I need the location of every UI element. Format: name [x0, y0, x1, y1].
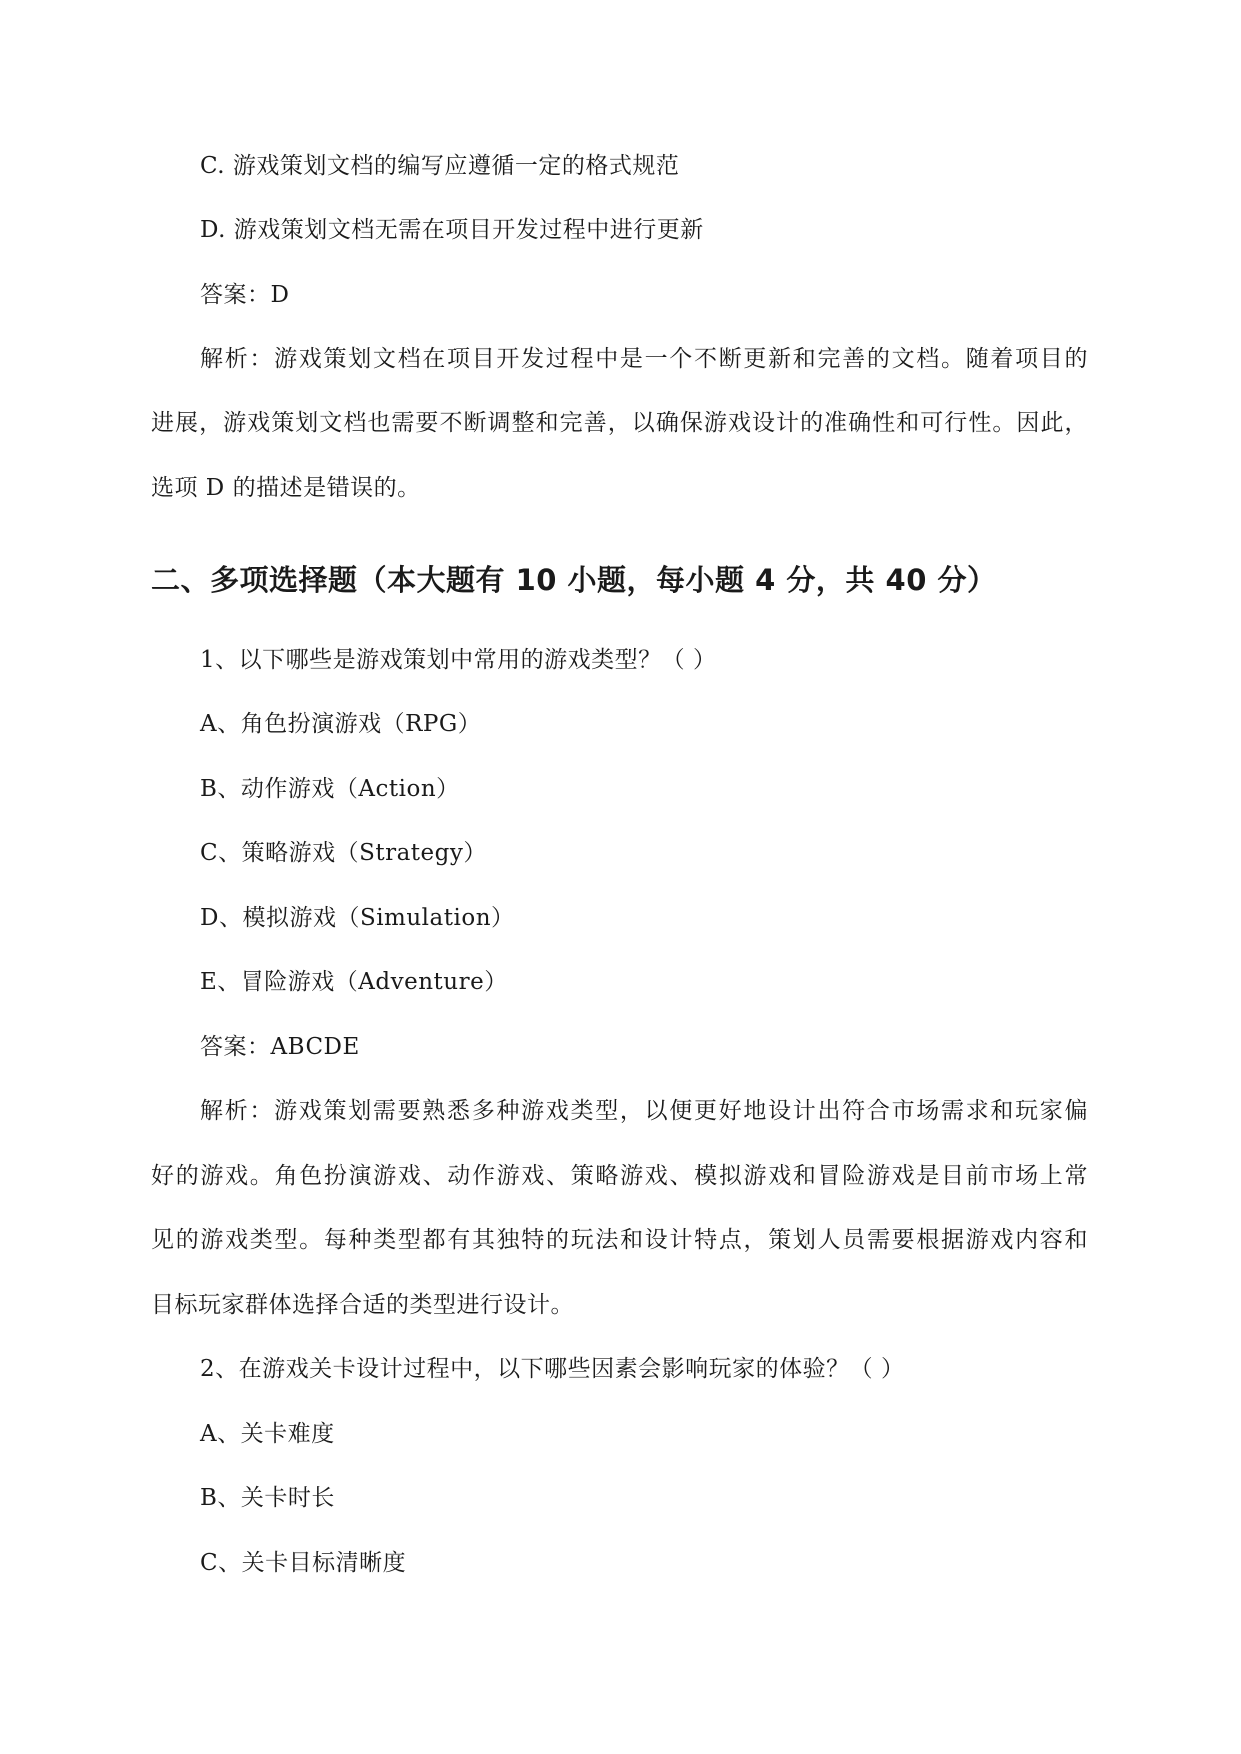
q1-analysis-line-3: 见的游戏类型。每种类型都有其独特的玩法和设计特点，策划人员需要根据游戏内容和 — [151, 1227, 1088, 1253]
q1-option-d: D、模拟游戏（Simulation） — [200, 905, 515, 931]
q2-option-b: B、关卡时长 — [200, 1485, 335, 1511]
prev-analysis-line-2: 进展，游戏策划文档也需要不断调整和完善，以确保游戏设计的准确性和可行性。因此， — [151, 410, 1088, 436]
q2-stem: 2、在游戏关卡设计过程中，以下哪些因素会影响玩家的体验？（ ） — [200, 1356, 905, 1382]
prev-option-c: C. 游戏策划文档的编写应遵循一定的格式规范 — [200, 153, 680, 179]
q1-analysis-line-4: 目标玩家群体选择合适的类型进行设计。 — [151, 1292, 574, 1318]
prev-answer: 答案：D — [200, 282, 290, 308]
q2-option-a: A、关卡难度 — [200, 1421, 335, 1447]
q2-option-c: C、关卡目标清晰度 — [200, 1550, 407, 1576]
prev-option-d: D. 游戏策划文档无需在项目开发过程中进行更新 — [200, 217, 704, 243]
q1-analysis-line-1: 解析：游戏策划需要熟悉多种游戏类型，以便更好地设计出符合市场需求和玩家偏 — [200, 1098, 1088, 1124]
section-heading: 二、多项选择题（本大题有 10 小题，每小题 4 分，共 40 分） — [151, 563, 997, 597]
prev-analysis-line-3: 选项 D 的描述是错误的。 — [151, 475, 421, 501]
q1-option-b: B、动作游戏（Action） — [200, 776, 460, 802]
prev-analysis-line-1: 解析：游戏策划文档在项目开发过程中是一个不断更新和完善的文档。随着项目的 — [200, 346, 1088, 372]
q1-option-e: E、冒险游戏（Adventure） — [200, 969, 508, 995]
q1-answer: 答案：ABCDE — [200, 1034, 360, 1060]
q1-option-c: C、策略游戏（Strategy） — [200, 840, 487, 866]
q1-stem: 1、以下哪些是游戏策划中常用的游戏类型？（ ） — [200, 647, 717, 673]
q1-analysis-line-2: 好的游戏。角色扮演游戏、动作游戏、策略游戏、模拟游戏和冒险游戏是目前市场上常 — [151, 1163, 1088, 1189]
q1-option-a: A、角色扮演游戏（RPG） — [200, 711, 482, 737]
